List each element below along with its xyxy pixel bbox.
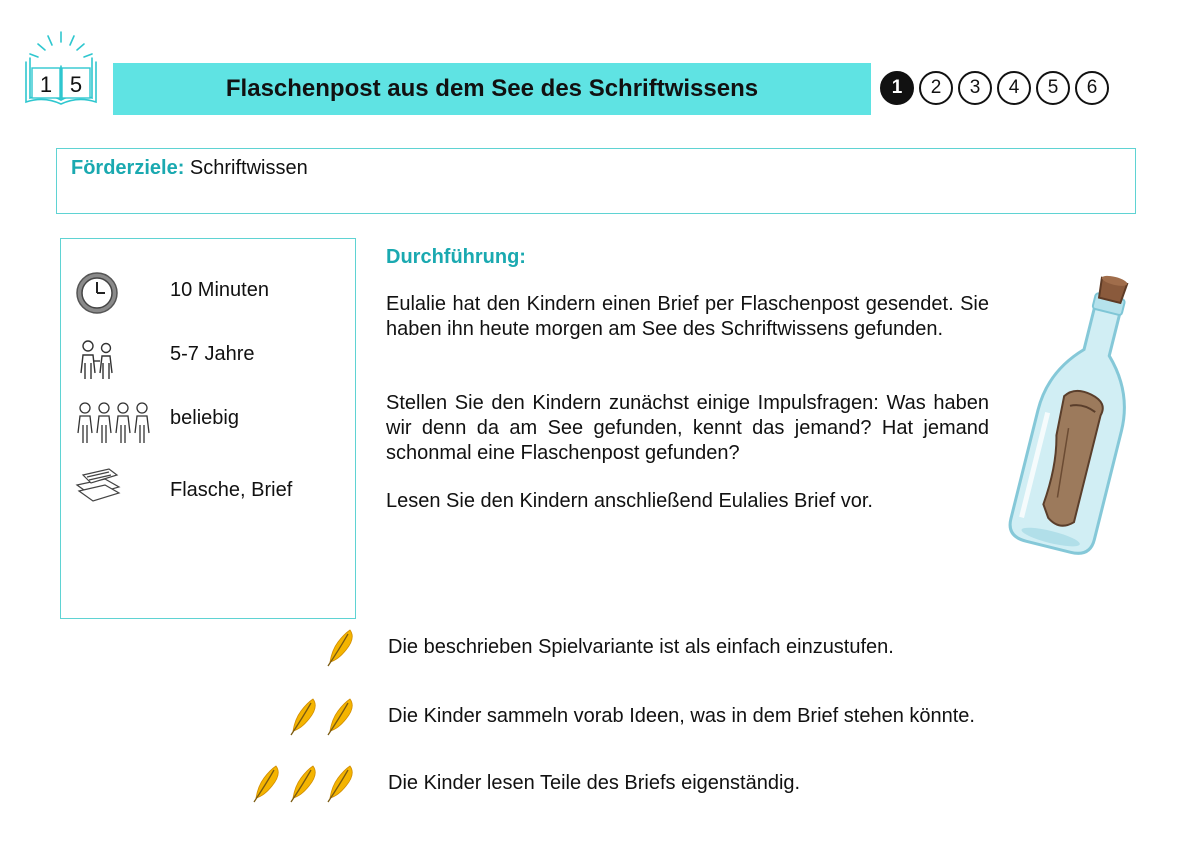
book-logo-icon <box>18 28 104 112</box>
info-materials: Flasche, Brief <box>170 479 293 501</box>
feather-icon <box>322 628 356 668</box>
feather-icon <box>322 764 356 804</box>
page-dot-3[interactable]: 3 <box>958 71 992 105</box>
info-group-size: beliebig <box>170 407 239 429</box>
page-dot-1[interactable]: 1 <box>880 71 914 105</box>
feather-icon <box>285 764 319 804</box>
feather-icon <box>248 764 282 804</box>
info-box <box>60 238 356 619</box>
page-title: Flaschenpost aus dem See des Schriftwissens <box>225 75 759 102</box>
page-dot-2[interactable]: 2 <box>919 71 953 105</box>
two-children-icon <box>75 337 119 381</box>
goals-value: Schriftwissen <box>189 157 308 179</box>
clock-icon <box>75 271 119 315</box>
variant-row <box>0 764 1200 804</box>
info-age: 5-7 Jahre <box>170 343 255 365</box>
procedure-paragraph-2: Stellen Sie den Kindern zunächst einige Impulsfragen: Was haben wir denn da am See gefunden, kennt das jemand? Hat jemand schonmal eine Flaschenpost gefunden? <box>386 392 989 464</box>
goals-label: Förderziele: <box>71 157 185 179</box>
title-bar <box>113 63 871 115</box>
feather-icon <box>285 697 319 737</box>
variant-text: Die beschrieben Spielvariante ist als einfach einzustufen. <box>388 636 894 658</box>
variant-row <box>0 628 1200 668</box>
procedure-paragraph-1: Eulalie hat den Kindern einen Brief per Flaschenpost gesendet. Sie haben ihn heute morgen am See des Schriftwissens gefunden. <box>386 293 989 340</box>
lesson-number-digit-2: 5 <box>69 72 83 97</box>
page-pager <box>880 71 1109 105</box>
variant-row <box>0 697 1200 737</box>
variant-text: Die Kinder sammeln vorab Ideen, was in dem Brief stehen könnte. <box>388 705 975 727</box>
lesson-number-digit-1: 1 <box>39 72 53 97</box>
page-dot-6[interactable]: 6 <box>1075 71 1109 105</box>
variant-text: Die Kinder lesen Teile des Briefs eigenständig. <box>388 772 801 794</box>
goals-box <box>56 148 1136 214</box>
procedure-paragraph-3: Lesen Sie den Kindern anschließend Eulalies Brief vor. <box>386 490 873 512</box>
group-of-children-icon <box>75 399 153 445</box>
info-duration: 10 Minuten <box>170 279 269 301</box>
procedure-heading: Durchführung: <box>386 246 526 268</box>
page-dot-5[interactable]: 5 <box>1036 71 1070 105</box>
page-dot-4[interactable]: 4 <box>997 71 1031 105</box>
materials-icon <box>75 465 121 505</box>
feather-icon <box>322 697 356 737</box>
message-in-a-bottle-image <box>1008 270 1148 560</box>
